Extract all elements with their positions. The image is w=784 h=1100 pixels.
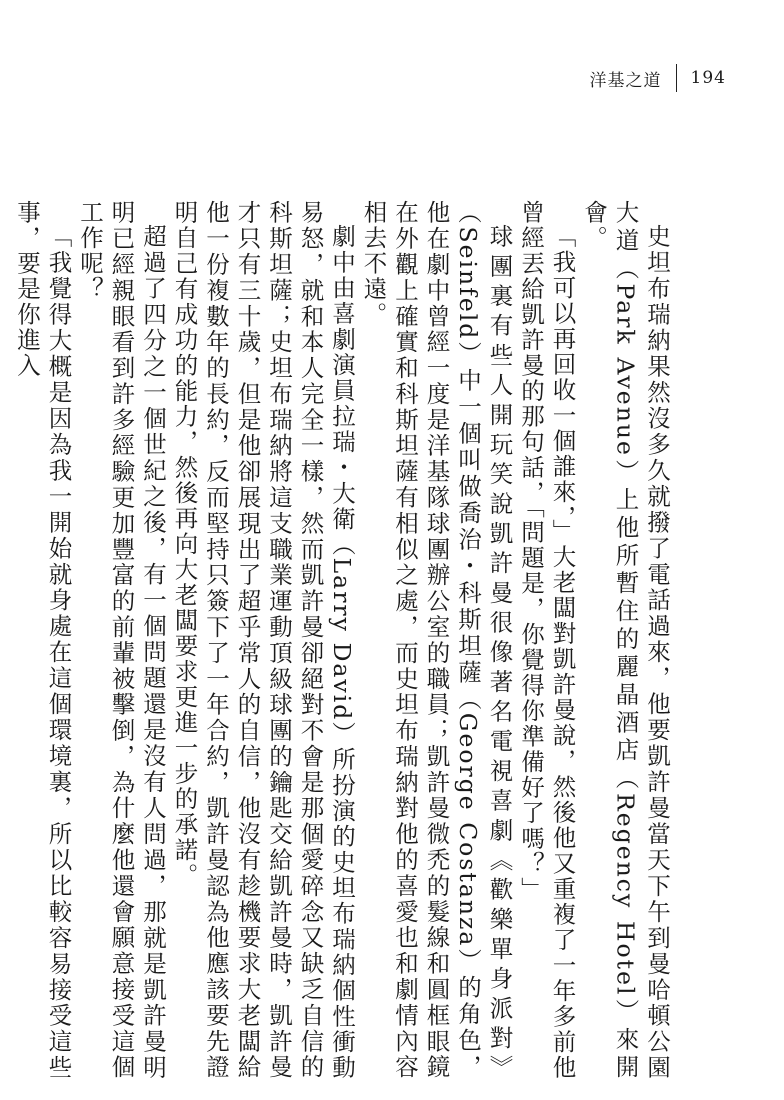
paragraph: 劇中由喜劇演員拉瑞・大衛（Larry David）所扮演的史坦布瑞納個性衝動易怒，就和本人完全一樣，然而凱許曼卻絕對不會是那個愛碎念又缺乏自信的科斯坦薩；史坦布瑞納將這支職業運動頂級球團的鑰匙交給凱許曼時，凱許曼才只有三十歲，但是他卻展現出了超乎常人的自信，他沒有趁機要求大老闆給他一份複數年的長約，反而堅持只簽下了一年合約，凱許曼認為他應該要先證明自己有成功的能力，然後再向大老闆要求更進一步的承諾。 bbox=[170, 200, 356, 1080]
paragraph: 「我可以再回收一個誰來，」大老闆對凱許曼說，然後他又重複了一年多前他曾經丟給凱許曼的那句話，「問題是，你覺得你準備好了嗎？」 bbox=[517, 200, 577, 1080]
paragraph: 超過了四分之一個世紀之後，有一個問題還是沒有人問過，那就是凱許曼明明已經親眼看到許多經驗更加豐富的前輩被擊倒，為什麼他還會願意接受這個工作呢？ bbox=[76, 200, 167, 1080]
header-divider bbox=[676, 64, 677, 92]
running-header bbox=[590, 64, 726, 92]
page-number: 194 bbox=[690, 68, 726, 88]
paragraph: 「我覺得大概是因為我一開始就身處在這個環境裏，所以比較容易接受這些事，要是你進入 bbox=[13, 200, 73, 1080]
vertical-body-text bbox=[13, 200, 672, 1080]
paragraph: 史坦布瑞納果然沒多久就撥了電話過來，他要凱許曼當天下午到曼哈頓公園大道（Park Avenue）上他所暫住的麗晶酒店（Regency Hotel）來開會。 bbox=[580, 200, 671, 1080]
paragraph: 球團裏有些人開玩笑說凱許曼很像著名電視喜劇《歡樂單身派對》（Seinfeld）中一個叫做喬治・科斯坦薩（George Costanza）的角色，他在劇中曾經一度是洋基隊球團辦公室的職員；凱許曼微禿的髮線和圓框眼鏡在外觀上確實和科斯坦薩有相似之處，而史坦布瑞納對他的喜愛也和劇情內容相去不遠。 bbox=[359, 200, 514, 1080]
book-title: 洋基之道 bbox=[589, 70, 662, 91]
